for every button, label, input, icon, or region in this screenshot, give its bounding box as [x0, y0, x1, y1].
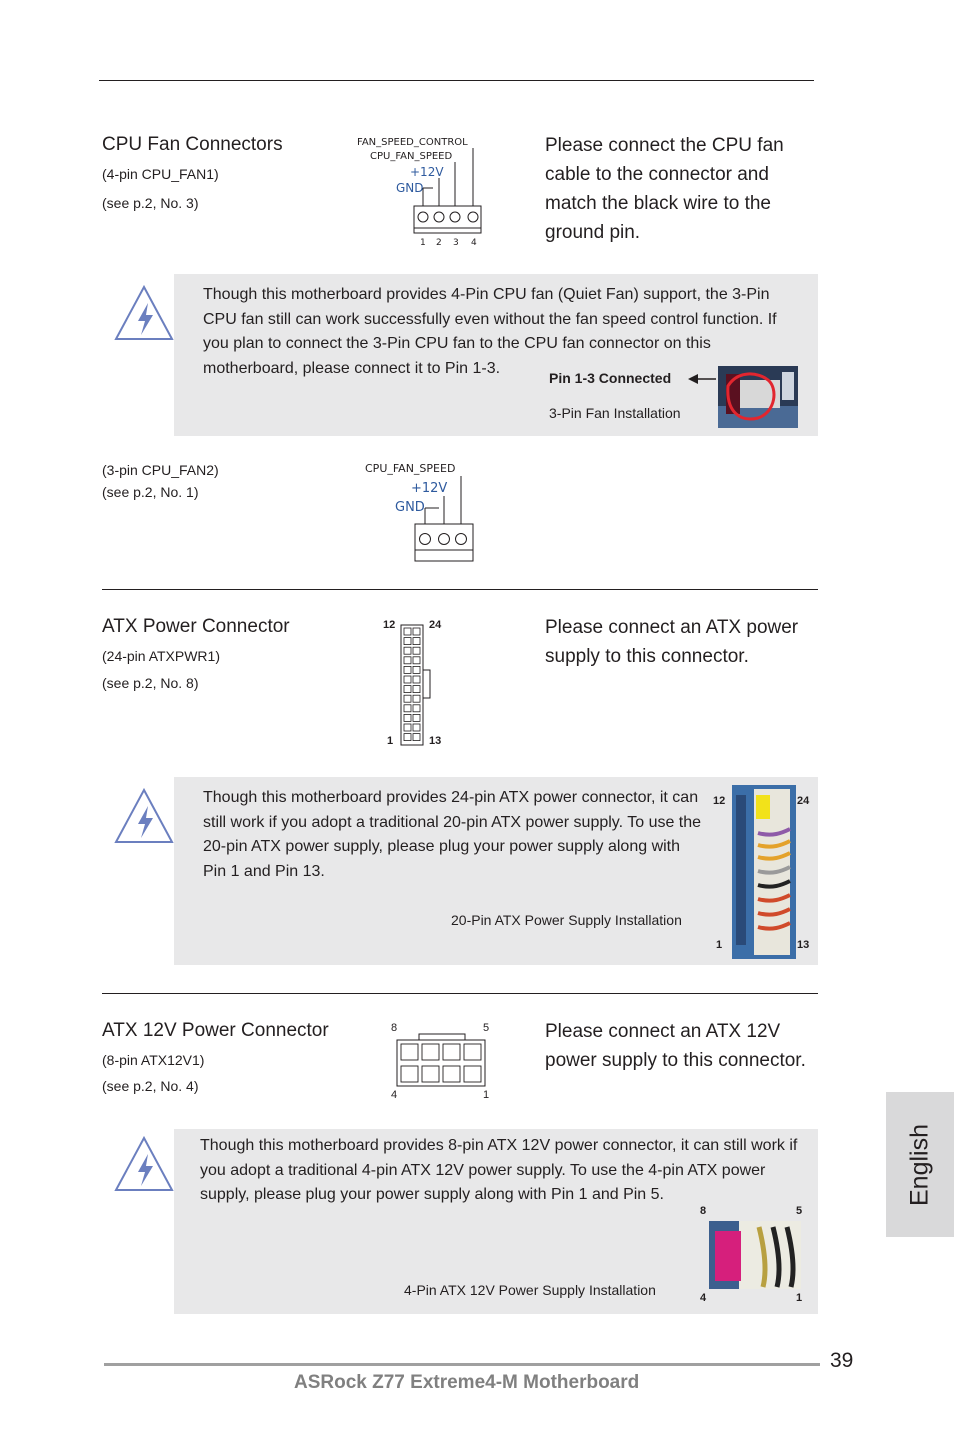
warning-icon	[114, 285, 176, 343]
note-cpu-fan-text: Though this motherboard provides 4-Pin CPU fan (Quiet Fan) support, the 3-Pin CPU fan still can work successfully even without the fan speed control function. If you plan to connect the 3-Pin CPU fan to the CPU fan connector on this motherboard, please connect it to Pin 1-3.	[203, 286, 777, 377]
atx-photo-pin-1: 1	[716, 939, 723, 951]
atx12v-photo-pin-5: 5	[796, 1205, 803, 1217]
note-atx12v-text: Though this motherboard provides 8-pin ATX 12V power connector, it can still work if you adopt a traditional 4-pin ATX 12V power supply. To use the 4-pin ATX power supply, please plug your power supply along with Pin 1 and Pin 5.	[200, 1137, 798, 1203]
diagram-label-gnd: GND	[396, 181, 424, 195]
cpu-fan1-diagram	[355, 134, 485, 250]
language-tab-label: English	[905, 1123, 934, 1206]
pin-num-3: 3	[453, 238, 459, 248]
atx12v-sub2: (see p.2, No. 4)	[102, 1078, 199, 1094]
atx-photo-pin-24: 24	[797, 795, 810, 807]
pin-num-4: 4	[471, 238, 477, 248]
atx-pin-13: 13	[429, 735, 442, 747]
pin-1-3-connected-label: Pin 1-3 Connected	[549, 370, 672, 386]
footer-rule	[104, 1363, 820, 1366]
pin-num-1: 1	[420, 238, 426, 248]
fan2-label-gnd: GND	[395, 500, 425, 515]
atx-photo-pin-12: 12	[713, 795, 726, 807]
atx-pin-12: 12	[383, 619, 396, 631]
atx-title: ATX Power Connector	[102, 616, 290, 637]
note-atx-text: Though this motherboard provides 24-pin ATX power connector, it can still work if you adopt a traditional 20-pin ATX power supply. To use the 20-pin ATX power supply, please plug your power supply along with Pin 1 and Pin 13.	[203, 789, 702, 880]
atx12v-photo-pin-4: 4	[700, 1292, 707, 1304]
page-number: 39	[830, 1349, 854, 1372]
atx12v-install-caption: 4-Pin ATX 12V Power Supply Installation	[404, 1282, 656, 1298]
atx12v-install-photo	[709, 1221, 801, 1289]
atx-pin-1: 1	[387, 735, 394, 747]
atx12v-description: Please connect an ATX 12V power supply to this connector.	[545, 1021, 806, 1071]
cpu-fan2-diagram	[363, 460, 478, 564]
cpu-fan-description: Please connect the CPU fan cable to the connector and match the black wire to the ground pin.	[545, 135, 784, 243]
cpu-fan-sub2: (see p.2, No. 3)	[102, 195, 199, 211]
atx12v-sub1: (8-pin ATX12V1)	[102, 1052, 205, 1068]
fan2-label-12v: +12V	[411, 481, 448, 496]
atx12v-pin-1: 1	[483, 1089, 490, 1101]
atx12v-pin-4: 4	[391, 1089, 398, 1101]
footer-product-name: ASRock Z77 Extreme4-M Motherboard	[294, 1372, 640, 1393]
warning-icon	[114, 788, 176, 846]
atx12v-8pin-diagram	[395, 1033, 487, 1089]
fan-install-photo	[718, 366, 798, 428]
fan2-label-cpu-fan-speed: CPU_FAN_SPEED	[365, 462, 456, 475]
atx12v-title: ATX 12V Power Connector	[102, 1020, 329, 1041]
atx12v-pin-5: 5	[483, 1022, 490, 1034]
warning-icon	[114, 1136, 176, 1194]
cpu-fan2-sub2: (see p.2, No. 1)	[102, 484, 199, 500]
atx-sub2: (see p.2, No. 8)	[102, 675, 199, 691]
diagram-label-12v: +12V	[410, 165, 444, 179]
atx12v-pin-8: 8	[391, 1022, 398, 1034]
section-divider	[102, 589, 818, 590]
fan-install-caption: 3-Pin Fan Installation	[549, 405, 681, 421]
atx12v-photo-pin-1: 1	[796, 1292, 803, 1304]
section-divider	[102, 993, 818, 994]
arrow-left-icon	[688, 372, 718, 386]
top-rule	[99, 80, 814, 81]
language-tab-english	[886, 1092, 954, 1237]
atx-pin-24: 24	[429, 619, 442, 631]
pin-num-2: 2	[436, 238, 442, 248]
diagram-label-cpu-fan-speed: CPU_FAN_SPEED	[370, 151, 453, 162]
cpu-fan-title: CPU Fan Connectors	[102, 134, 283, 155]
atx-24pin-diagram	[400, 624, 432, 746]
diagram-label-fan-speed-control: FAN_SPEED_CONTROL	[357, 137, 468, 148]
atx12v-photo-pin-8: 8	[700, 1205, 707, 1217]
atx-install-photo	[732, 785, 796, 959]
atx-photo-pin-13: 13	[797, 939, 810, 951]
atx-description: Please connect an ATX power supply to this connector.	[545, 617, 799, 667]
atx-sub1: (24-pin ATXPWR1)	[102, 648, 220, 664]
cpu-fan-sub1: (4-pin CPU_FAN1)	[102, 166, 219, 182]
atx-install-caption: 20-Pin ATX Power Supply Installation	[451, 912, 682, 928]
cpu-fan2-sub1: (3-pin CPU_FAN2)	[102, 462, 219, 478]
